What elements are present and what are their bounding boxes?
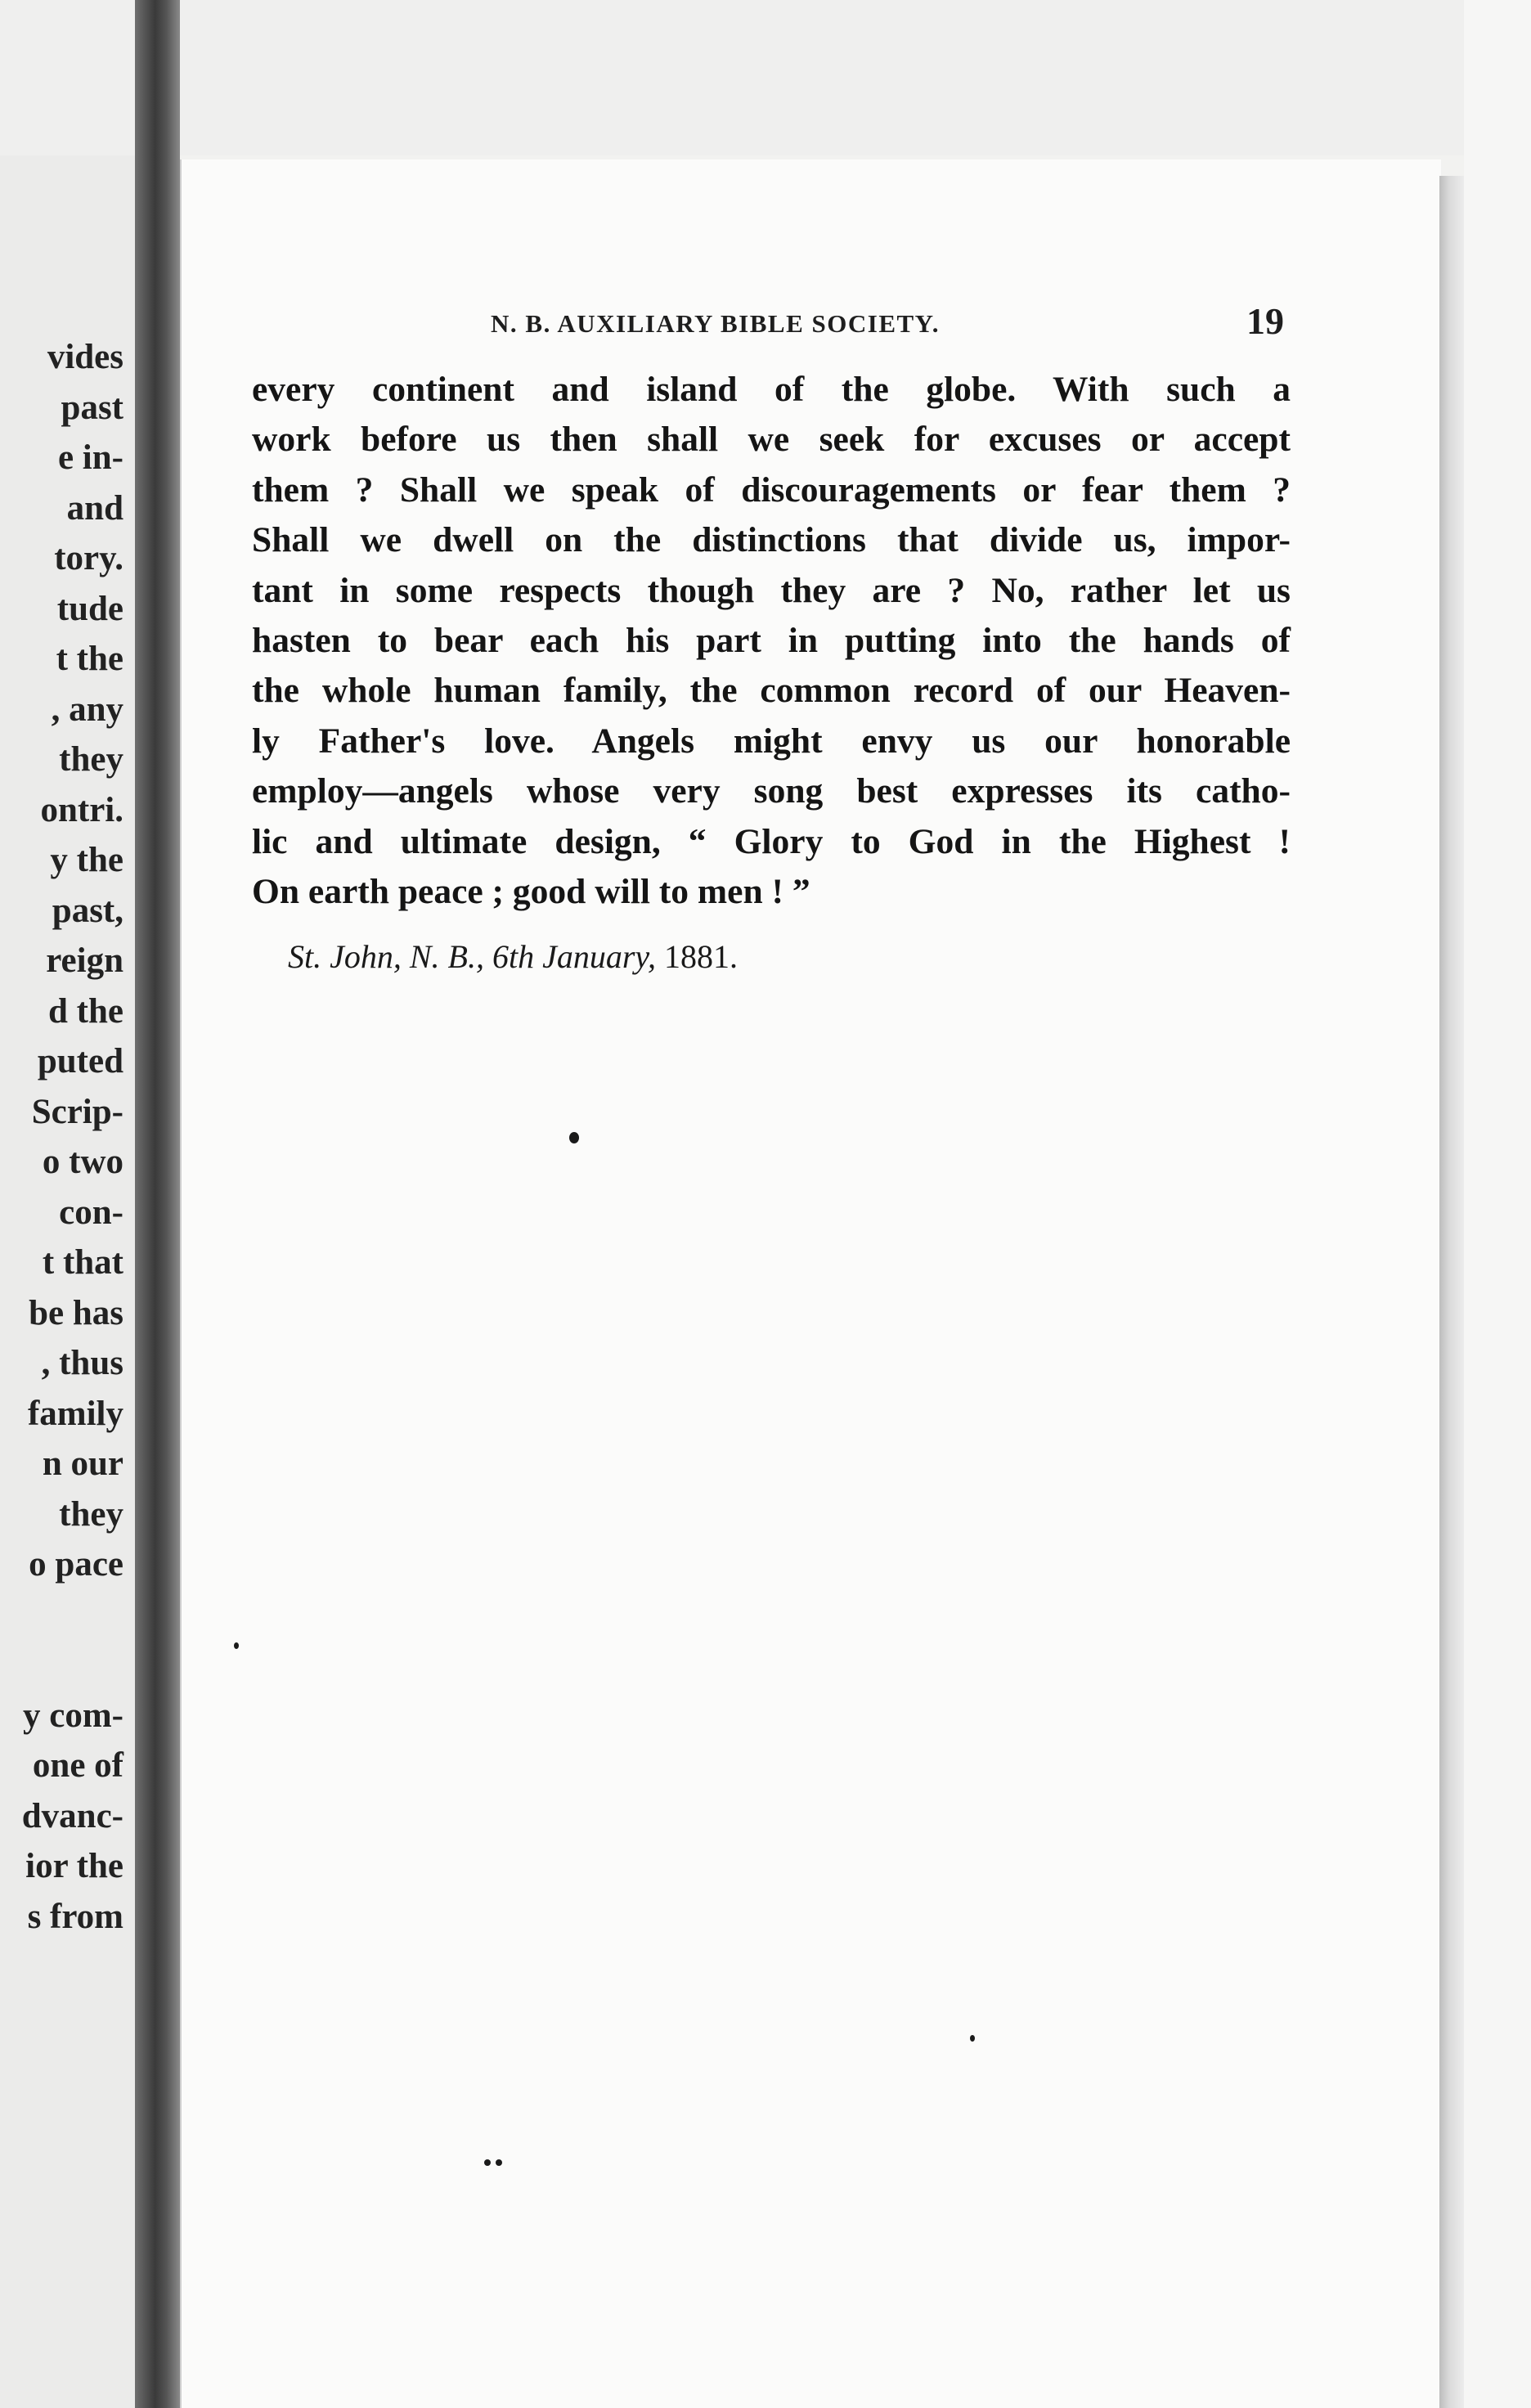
left-line: reign [46, 941, 123, 980]
left-line: Scrip- [31, 1092, 123, 1131]
signature-year: 1881. [663, 938, 738, 975]
ink-speck [234, 1642, 239, 1649]
page-edge [1439, 176, 1464, 2408]
body-line: On earth peace ; good will to men ! ” [252, 872, 810, 912]
left-line: puted [37, 1042, 123, 1080]
left-line: tory. [54, 539, 123, 577]
left-line: be has [29, 1293, 123, 1332]
page-number: 19 [1246, 300, 1284, 342]
left-line: tude [56, 589, 123, 628]
left-line: they [59, 1494, 123, 1534]
body-line: Shall we dwell on the distinctions that divide us, impor- [252, 520, 1291, 560]
left-line: o pace [29, 1545, 123, 1584]
adjacent-left-page [0, 155, 135, 2408]
left-line: y com- [23, 1696, 123, 1735]
left-line: , any [51, 690, 123, 729]
left-line: n our [42, 1444, 123, 1483]
left-line: ior the [25, 1847, 123, 1885]
left-line: past, [52, 891, 123, 930]
body-line: work before us then shall we seek for excuses or accept [252, 420, 1291, 460]
left-line: dvanc- [21, 1796, 123, 1835]
body-line: them ? Shall we speak of discouragements or fear them ? [252, 469, 1291, 510]
body-line: hasten to bear each his part in putting into the hands of [252, 621, 1291, 661]
left-line: t that [42, 1243, 123, 1282]
body-line: employ—angels whose very song best expresses its catho- [252, 771, 1291, 811]
left-line: family [27, 1394, 123, 1433]
body-line: every continent and island of the globe. With such a [252, 370, 1291, 409]
left-line: ontri. [40, 790, 123, 829]
left-line: o two [42, 1143, 123, 1181]
ink-speck [569, 1132, 579, 1143]
right-margin [1464, 0, 1531, 2408]
body-line: lic and ultimate design, “ Glory to God in the Highest ! [252, 821, 1291, 861]
body-line: ly Father's love. Angels might envy us our honorable [252, 721, 1291, 761]
ink-speck [970, 2035, 975, 2042]
body-paragraph [252, 365, 1291, 917]
signature-line [288, 932, 738, 982]
left-line: one of [32, 1746, 123, 1785]
ink-speck [484, 2159, 491, 2166]
left-page-text [22, 332, 123, 1942]
left-line: d the [48, 991, 123, 1031]
book-gutter [135, 0, 180, 2408]
body-line: tant in some respects though they are ? No, rather let us [252, 570, 1291, 610]
left-line: past [61, 388, 123, 427]
left-line: s from [27, 1897, 123, 1936]
left-line: and [66, 488, 123, 528]
left-line: they [59, 740, 123, 779]
left-line: vides [47, 338, 123, 376]
body-line: the whole human family, the common record of our Heaven- [252, 671, 1291, 711]
left-line: y the [50, 841, 123, 879]
left-line: t the [56, 640, 123, 678]
running-header: N. B. AUXILIARY BIBLE SOCIETY. [491, 309, 940, 338]
left-line: con- [59, 1193, 123, 1232]
left-line: e in- [57, 438, 123, 477]
signature-place-date: St. John, N. B., 6th January, [288, 938, 656, 975]
ink-speck [496, 2159, 502, 2166]
left-line: , thus [41, 1344, 123, 1382]
top-margin [0, 0, 1531, 155]
